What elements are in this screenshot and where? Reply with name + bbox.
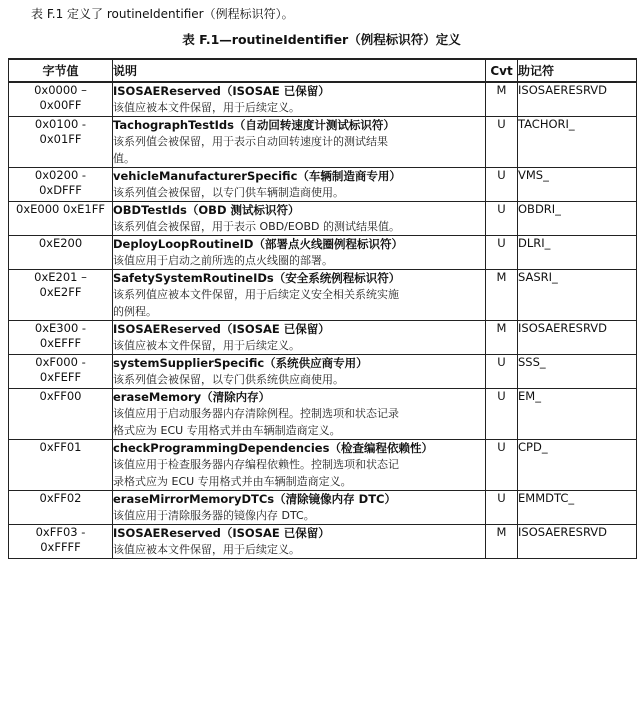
byte-value-line: 0xF000 - bbox=[35, 355, 86, 369]
cvt-cell: U bbox=[486, 117, 518, 168]
table-row bbox=[9, 202, 637, 236]
byte-value-line: 0xFF01 bbox=[39, 440, 82, 454]
routine-description bbox=[113, 405, 485, 439]
description-line: 该值应被本文件保留，用于后续定义。 bbox=[113, 543, 300, 556]
mnemonic-cell: EM_ bbox=[518, 389, 637, 440]
byte-value-line: 0xDFFF bbox=[39, 183, 82, 197]
description-cell bbox=[113, 168, 486, 202]
description-line: 录格式应为 ECU 专用格式并由车辆制造商定义。 bbox=[113, 475, 352, 488]
description-line: 该系列值会被保留，以专门供车辆制造商使用。 bbox=[113, 186, 344, 199]
header-mnemonic: 助记符 bbox=[518, 59, 637, 82]
routine-name: DeployLoopRoutineID（部署点火线圈例程标识符） bbox=[113, 237, 403, 251]
routine-description bbox=[113, 337, 485, 354]
routine-description bbox=[113, 184, 485, 201]
description-cell bbox=[113, 389, 486, 440]
byte-value-cell bbox=[9, 202, 113, 236]
description-line: 格式应为 ECU 专用格式并由车辆制造商定义。 bbox=[113, 424, 341, 437]
mnemonic-cell: ISOSAERESRVD bbox=[518, 82, 637, 117]
cvt-cell: U bbox=[486, 168, 518, 202]
byte-value-cell bbox=[9, 440, 113, 491]
byte-value-line: 0x0000 – bbox=[34, 83, 87, 97]
intro-text: 表 F.1 定义了 routineIdentifier（例程标识符）。 bbox=[31, 7, 294, 21]
table-caption: 表 F.1—routineIdentifier（例程标识符）定义 bbox=[182, 32, 461, 47]
mnemonic-cell: ISOSAERESRVD bbox=[518, 525, 637, 559]
mnemonic-cell: TACHORI_ bbox=[518, 117, 637, 168]
cvt-cell: U bbox=[486, 389, 518, 440]
table-row bbox=[9, 236, 637, 270]
byte-value-line: 0x00FF bbox=[39, 98, 82, 112]
description-cell bbox=[113, 321, 486, 355]
description-cell bbox=[113, 82, 486, 117]
byte-value-cell bbox=[9, 82, 113, 117]
cvt-cell: U bbox=[486, 355, 518, 389]
routine-description bbox=[113, 218, 485, 235]
table-row bbox=[9, 355, 637, 389]
byte-value-line: 0xE000 0xE1FF bbox=[16, 202, 105, 216]
byte-value-cell bbox=[9, 525, 113, 559]
mnemonic-cell: DLRI_ bbox=[518, 236, 637, 270]
routine-name: eraseMirrorMemoryDTCs（清除镜像内存 DTC） bbox=[113, 492, 396, 506]
mnemonic-cell: CPD_ bbox=[518, 440, 637, 491]
routine-description bbox=[113, 133, 485, 167]
routine-name: ISOSAEReserved（ISOSAE 已保留） bbox=[113, 526, 330, 540]
header-cvt: Cvt bbox=[486, 59, 518, 82]
byte-value-cell bbox=[9, 389, 113, 440]
header-byte-value: 字节值 bbox=[9, 59, 113, 82]
routine-name: checkProgrammingDependencies（检查编程依赖性） bbox=[113, 441, 433, 455]
byte-value-line: 0x0200 - bbox=[34, 168, 87, 182]
routine-name: ISOSAEReserved（ISOSAE 已保留） bbox=[113, 84, 330, 98]
cvt-cell: M bbox=[486, 270, 518, 321]
byte-value-line: 0xEFFF bbox=[39, 336, 82, 350]
cvt-cell: M bbox=[486, 321, 518, 355]
routine-name: eraseMemory（清除内存） bbox=[113, 390, 271, 404]
byte-value-cell bbox=[9, 117, 113, 168]
description-line: 该系列值会被保留，以专门供系统供应商使用。 bbox=[113, 373, 344, 386]
mnemonic-cell: SSS_ bbox=[518, 355, 637, 389]
description-line: 该值应用于清除服务器的镜像内存 DTC。 bbox=[113, 509, 315, 522]
table-row bbox=[9, 82, 637, 117]
routine-description bbox=[113, 99, 485, 116]
description-cell bbox=[113, 525, 486, 559]
routine-name: OBDTestIds（OBD 测试标识符） bbox=[113, 203, 300, 217]
table-row bbox=[9, 168, 637, 202]
description-line: 该系列值应被本文件保留，用于后续定义安全相关系统实施 bbox=[113, 288, 399, 301]
cvt-cell: M bbox=[486, 525, 518, 559]
byte-value-cell bbox=[9, 168, 113, 202]
byte-value-cell bbox=[9, 491, 113, 525]
table-row bbox=[9, 321, 637, 355]
routine-name: vehicleManufacturerSpecific（车辆制造商专用） bbox=[113, 169, 401, 183]
mnemonic-cell: SASRI_ bbox=[518, 270, 637, 321]
cvt-cell: U bbox=[486, 202, 518, 236]
routine-description bbox=[113, 371, 485, 388]
table-row bbox=[9, 389, 637, 440]
byte-value-cell bbox=[9, 321, 113, 355]
cvt-cell: U bbox=[486, 491, 518, 525]
byte-value-line: 0xFF03 - bbox=[35, 525, 86, 539]
table-row bbox=[9, 491, 637, 525]
description-line: 该值应被本文件保留，用于后续定义。 bbox=[113, 101, 300, 114]
byte-value-cell bbox=[9, 236, 113, 270]
byte-value-line: 0xFEFF bbox=[39, 370, 82, 384]
routine-description bbox=[113, 286, 485, 320]
routine-identifier-table bbox=[8, 58, 637, 559]
byte-value-line: 0xFFFF bbox=[40, 540, 81, 554]
mnemonic-cell: OBDRI_ bbox=[518, 202, 637, 236]
cvt-cell: M bbox=[486, 82, 518, 117]
mnemonic-cell: ISOSAERESRVD bbox=[518, 321, 637, 355]
routine-description bbox=[113, 456, 485, 490]
byte-value-line: 0xE201 – bbox=[34, 270, 87, 284]
description-line: 该值应用于启动服务器内存清除例程。控制选项和状态记录 bbox=[113, 407, 399, 420]
table-row bbox=[9, 270, 637, 321]
routine-name: ISOSAEReserved（ISOSAE 已保留） bbox=[113, 322, 330, 336]
description-line: 该值应被本文件保留，用于后续定义。 bbox=[113, 339, 300, 352]
byte-value-line: 0x01FF bbox=[39, 132, 82, 146]
byte-value-line: 0xE300 - bbox=[34, 321, 87, 335]
routine-description bbox=[113, 507, 485, 524]
table-header-row bbox=[9, 59, 637, 82]
byte-value-line: 0xE2FF bbox=[39, 285, 82, 299]
mnemonic-cell: EMMDTC_ bbox=[518, 491, 637, 525]
description-line: 该值应用于启动之前所选的点火线圈的部署。 bbox=[113, 254, 333, 267]
description-cell bbox=[113, 491, 486, 525]
description-cell bbox=[113, 117, 486, 168]
description-cell bbox=[113, 202, 486, 236]
description-line: 值。 bbox=[113, 152, 135, 165]
byte-value-line: 0xFF00 bbox=[39, 389, 82, 403]
header-description: 说明 bbox=[113, 59, 486, 82]
table-row bbox=[9, 117, 637, 168]
description-cell bbox=[113, 440, 486, 491]
routine-description bbox=[113, 252, 485, 269]
routine-name: SafetySystemRoutineIDs（安全系统例程标识符） bbox=[113, 271, 401, 285]
byte-value-line: 0xE200 bbox=[38, 236, 83, 250]
description-line: 该系列值会被保留，用于表示 OBD/EOBD 的测试结果值。 bbox=[113, 220, 400, 233]
description-cell bbox=[113, 270, 486, 321]
description-cell bbox=[113, 236, 486, 270]
cvt-cell: U bbox=[486, 236, 518, 270]
byte-value-cell bbox=[9, 355, 113, 389]
description-line: 的例程。 bbox=[113, 305, 157, 318]
mnemonic-cell: VMS_ bbox=[518, 168, 637, 202]
description-line: 该系列值会被保留，用于表示自动回转速度计的测试结果 bbox=[113, 135, 388, 148]
table-row bbox=[9, 440, 637, 491]
byte-value-cell bbox=[9, 270, 113, 321]
description-cell bbox=[113, 355, 486, 389]
description-line: 该值应用于检查服务器内存编程依赖性。控制选项和状态记 bbox=[113, 458, 399, 471]
table-row bbox=[9, 525, 637, 559]
byte-value-line: 0x0100 - bbox=[34, 117, 87, 131]
routine-name: systemSupplierSpecific（系统供应商专用） bbox=[113, 356, 368, 370]
cvt-cell: U bbox=[486, 440, 518, 491]
routine-description bbox=[113, 541, 485, 558]
byte-value-line: 0xFF02 bbox=[39, 491, 82, 505]
routine-name: TachographTestIds（自动回转速度计测试标识符） bbox=[113, 118, 395, 132]
